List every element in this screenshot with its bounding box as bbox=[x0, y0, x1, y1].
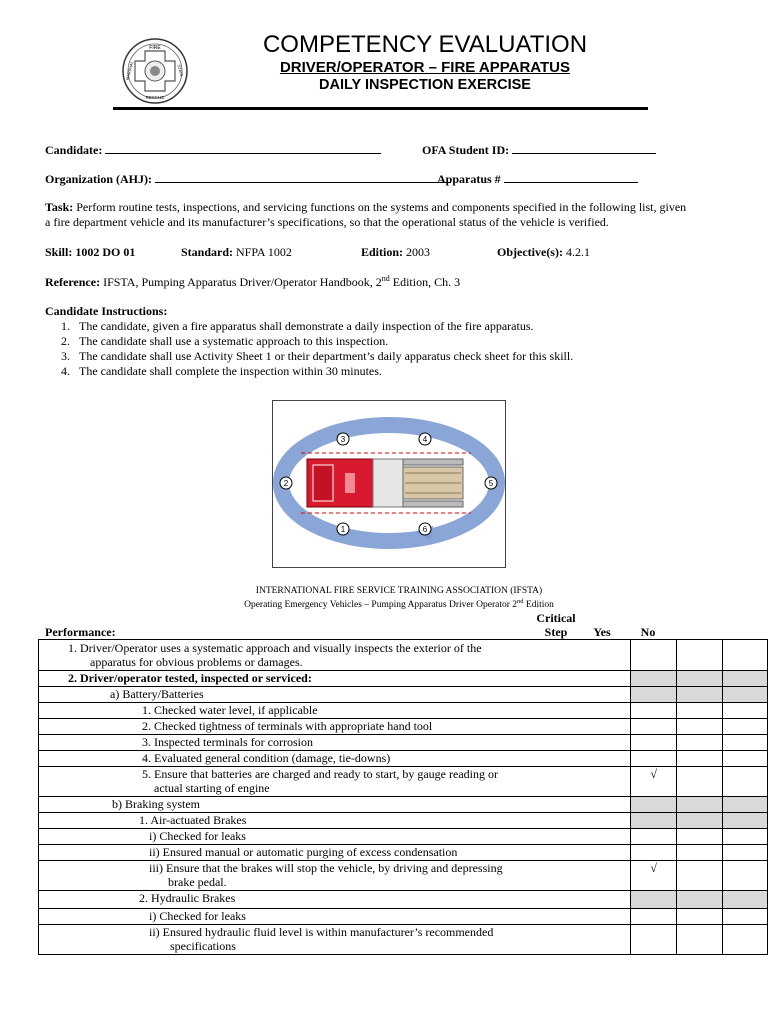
marker-5: 5 bbox=[488, 479, 494, 488]
instruction-item: 4. The candidate shall complete the inspection within 30 minutes. bbox=[61, 364, 382, 378]
table-row: 2. Checked tightness of terminals with appropriate hand tool bbox=[39, 719, 768, 735]
critical-cell bbox=[631, 845, 677, 861]
apparatus-diagram bbox=[272, 400, 506, 568]
table-row: 1. Air-actuated Brakes bbox=[39, 813, 768, 829]
source-line-2: Operating Emergency Vehicles – Pumping Apparatus Driver Operator 2nd Edition bbox=[244, 598, 554, 611]
task-text-2: a fire department vehicle and its manufacturer’s specifications, so that the operational status of the vehicle is verified. bbox=[45, 215, 609, 229]
exercise-title: DAILY INSPECTION EXERCISE bbox=[319, 77, 531, 93]
apparatus-label: Apparatus # bbox=[437, 172, 501, 186]
performance-table bbox=[38, 639, 768, 955]
marker-3: 3 bbox=[340, 435, 346, 444]
reference-line bbox=[45, 274, 460, 290]
table-row: b) Braking system bbox=[39, 797, 768, 813]
table-row: 2. Driver/operator tested, inspected or serviced: bbox=[39, 671, 768, 687]
no-cell[interactable] bbox=[722, 861, 768, 891]
candidate-line[interactable] bbox=[105, 142, 381, 154]
critical-cell bbox=[631, 829, 677, 845]
page-title: COMPETENCY EVALUATION bbox=[262, 31, 588, 58]
task-label: Task: bbox=[45, 200, 74, 214]
candidate-label: Candidate: bbox=[45, 143, 103, 157]
table-row: a) Battery/Batteries bbox=[39, 687, 768, 703]
step-label: Step bbox=[544, 625, 568, 639]
ofa-line[interactable] bbox=[512, 142, 656, 154]
table-row: i) Checked for leaks bbox=[39, 909, 768, 925]
yes-cell[interactable] bbox=[677, 767, 722, 797]
critical-checkmark: √ bbox=[631, 767, 677, 797]
critical-checkmark: √ bbox=[631, 861, 677, 891]
table-row: 1. Checked water level, if applicable bbox=[39, 703, 768, 719]
no-cell[interactable] bbox=[722, 703, 768, 719]
reference-sup: nd bbox=[381, 274, 390, 283]
critical-cell bbox=[631, 703, 677, 719]
marker-1: 1 bbox=[340, 525, 346, 534]
objective-field bbox=[497, 245, 590, 260]
source-line-1: INTERNATIONAL FIRE SERVICE TRAINING ASSOCIATION (IFSTA) bbox=[255, 586, 543, 596]
no-cell[interactable] bbox=[722, 735, 768, 751]
yes-cell[interactable] bbox=[677, 925, 722, 955]
no-cell[interactable] bbox=[722, 640, 768, 671]
performance-label: Performance: bbox=[45, 625, 116, 639]
seal-top-text: FIRE bbox=[149, 45, 161, 51]
apparatus-field bbox=[437, 171, 638, 187]
yes-label: Yes bbox=[593, 625, 611, 639]
yes-cell[interactable] bbox=[677, 719, 722, 735]
table-row: 3. Inspected terminals for corrosion bbox=[39, 735, 768, 751]
objective-label: Objective(s): bbox=[497, 245, 563, 259]
organization-label: Organization (AHJ): bbox=[45, 172, 152, 186]
seal-right-text: STATE bbox=[176, 64, 185, 78]
critical-label: Critical bbox=[536, 611, 576, 625]
apparatus-diagram-svg bbox=[273, 401, 505, 567]
edition-value: 2003 bbox=[403, 245, 431, 259]
reference-label: Reference: bbox=[45, 275, 101, 289]
yes-cell[interactable] bbox=[677, 845, 722, 861]
marker-6: 6 bbox=[422, 525, 428, 534]
critical-cell bbox=[631, 909, 677, 925]
no-cell[interactable] bbox=[722, 751, 768, 767]
table-row: ii) Ensured manual or automatic purging of excess condensation bbox=[39, 845, 768, 861]
critical-cell bbox=[631, 751, 677, 767]
no-label: No bbox=[640, 625, 656, 639]
yes-cell[interactable] bbox=[677, 909, 722, 925]
no-cell[interactable] bbox=[722, 719, 768, 735]
marker-2: 2 bbox=[283, 479, 289, 488]
instructions-heading: Candidate Instructions: bbox=[45, 304, 168, 318]
no-cell[interactable] bbox=[722, 925, 768, 955]
objective-value: 4.2.1 bbox=[562, 245, 590, 259]
instructions-list bbox=[45, 319, 573, 379]
yes-cell[interactable] bbox=[677, 861, 722, 891]
standard-field bbox=[181, 245, 292, 260]
reference-text-b: Edition, Ch. 3 bbox=[389, 275, 461, 289]
table-row: iii) Ensure that the brakes will stop the vehicle, by driving and depressing brake pedal. √ bbox=[39, 861, 768, 891]
standard-label: Standard: bbox=[181, 245, 234, 259]
critical-cell bbox=[631, 925, 677, 955]
table-row: 5. Ensure that batteries are charged and ready to start, by gauge reading or actual starting of engine √ bbox=[39, 767, 768, 797]
candidate-field bbox=[45, 142, 381, 158]
critical-cell bbox=[631, 719, 677, 735]
seal-bottom-text: RESCUE bbox=[145, 95, 165, 100]
critical-cell bbox=[631, 640, 677, 671]
no-cell[interactable] bbox=[722, 767, 768, 797]
reference-text-a: IFSTA, Pumping Apparatus Driver/Operator Handbook, 2 bbox=[100, 275, 382, 289]
table-row: ii) Ensured hydraulic fluid level is within manufacturer’s recommended specifications bbox=[39, 925, 768, 955]
table-row: 4. Evaluated general condition (damage, tie-downs) bbox=[39, 751, 768, 767]
instruction-item: 3. The candidate shall use Activity Sheet 1 or their department’s daily apparatus check sheet for this skill. bbox=[61, 349, 574, 363]
no-cell[interactable] bbox=[722, 909, 768, 925]
skill-label: Skill: 1002 DO 01 bbox=[45, 245, 136, 259]
critical-cell bbox=[631, 735, 677, 751]
standard-value: NFPA 1002 bbox=[233, 245, 292, 259]
no-cell[interactable] bbox=[722, 829, 768, 845]
task-block bbox=[45, 200, 735, 230]
yes-cell[interactable] bbox=[677, 751, 722, 767]
edition-field bbox=[361, 245, 430, 260]
yes-cell[interactable] bbox=[677, 829, 722, 845]
yes-cell[interactable] bbox=[677, 735, 722, 751]
instruction-item: 1. The candidate, given a fire apparatus shall demonstrate a daily inspection of the fire apparatus. bbox=[61, 319, 534, 333]
seal-left-text: MARSHAL bbox=[124, 60, 135, 81]
instruction-item: 2. The candidate shall use a systematic approach to this inspection. bbox=[61, 334, 389, 348]
organization-line[interactable] bbox=[155, 171, 451, 183]
table-row: i) Checked for leaks bbox=[39, 829, 768, 845]
yes-cell[interactable] bbox=[677, 703, 722, 719]
header-divider bbox=[113, 107, 648, 110]
no-cell[interactable] bbox=[722, 845, 768, 861]
table-row: 2. Hydraulic Brakes bbox=[39, 891, 768, 909]
ofa-label: OFA Student ID: bbox=[422, 143, 510, 157]
pump-panel-icon bbox=[373, 459, 403, 507]
yes-cell[interactable] bbox=[677, 640, 722, 671]
apparatus-line[interactable] bbox=[504, 171, 638, 183]
task-text-1: Perform routine tests, inspections, and servicing functions on the systems and components specified in the following list, given bbox=[73, 200, 687, 214]
marker-4: 4 bbox=[422, 435, 428, 444]
ofa-field bbox=[422, 142, 656, 158]
table-row: 1. Driver/Operator uses a systematic approach and visually inspects the exterior of the apparatus for obvious problems or damages. bbox=[39, 640, 768, 671]
edition-label: Edition: bbox=[361, 245, 404, 259]
page-subtitle: DRIVER/OPERATOR – FIRE APPARATUS bbox=[279, 59, 571, 76]
organization-field bbox=[45, 171, 451, 187]
